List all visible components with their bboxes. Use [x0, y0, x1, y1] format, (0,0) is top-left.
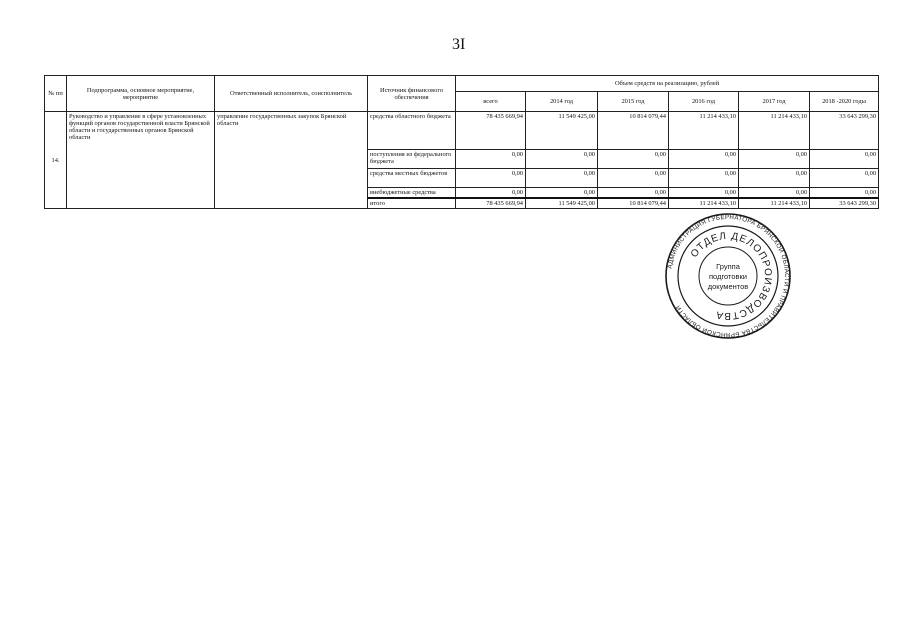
source-name: итого — [368, 198, 456, 209]
source-name: средства местных бюджетов — [368, 169, 456, 188]
cell-2014: 0,00 — [526, 150, 598, 169]
cell-2017: 0,00 — [739, 150, 810, 169]
cell-2016: 0,00 — [669, 169, 739, 188]
cell-2016: 0,00 — [669, 150, 739, 169]
cell-2018-2020: 33 643 299,30 — [810, 198, 879, 209]
header-executor: Ответственный исполнитель, соисполнитель — [215, 76, 368, 112]
row-program: Руководство и управление в сфере установленных функций органов государственной власти Брянской области и государственных органов Брянской области — [67, 112, 215, 209]
cell-2015: 0,00 — [598, 188, 669, 199]
header-2014: 2014 год — [526, 92, 598, 112]
seal-outer-text: АДМИНИСТРАЦИЯ ГУБЕРНАТОРА БРЯНСКОЙ ОБЛАСТИ И ПРАВИТЕЛЬСТВА БРЯНСКОЙ ОБЛАСТИ — [666, 213, 791, 339]
seal-center-line-2: подготовки — [709, 272, 747, 281]
cell-2017: 0,00 — [739, 188, 810, 199]
cell-total: 0,00 — [456, 169, 526, 188]
page-number: 3I — [452, 36, 466, 53]
cell-total: 0,00 — [456, 150, 526, 169]
row-number: 14. — [45, 112, 67, 209]
cell-2014: 0,00 — [526, 169, 598, 188]
header-num: № пп — [45, 76, 67, 112]
funding-table — [44, 75, 879, 209]
header-total: всего — [456, 92, 526, 112]
seal-center-line-1: Группа — [716, 262, 740, 271]
cell-2018-2020: 0,00 — [810, 188, 879, 199]
cell-2015: 10 814 079,44 — [598, 198, 669, 209]
cell-2017: 11 214 433,10 — [739, 112, 810, 150]
header-source: Источник финансового обеспечения — [368, 76, 456, 112]
header-amount-group: Объем средств на реализацию, рублей — [456, 76, 879, 92]
official-seal — [664, 212, 792, 340]
source-name: средства областного бюджета — [368, 112, 456, 150]
header-2016: 2016 год — [669, 92, 739, 112]
cell-2018-2020: 0,00 — [810, 169, 879, 188]
header-2015: 2015 год — [598, 92, 669, 112]
cell-2014: 11 549 425,00 — [526, 198, 598, 209]
cell-total: 78 435 669,94 — [456, 198, 526, 209]
source-name: поступления из федерального бюджета — [368, 150, 456, 169]
seal-inner-text: ОТДЕЛ ДЕЛОПРОИЗВОДСТВА — [688, 230, 774, 322]
cell-2018-2020: 0,00 — [810, 150, 879, 169]
cell-2014: 11 549 425,00 — [526, 112, 598, 150]
cell-total: 78 435 669,94 — [456, 112, 526, 150]
cell-2016: 11 214 433,10 — [669, 198, 739, 209]
cell-2018-2020: 33 643 299,30 — [810, 112, 879, 150]
table-row — [45, 112, 879, 150]
cell-2017: 0,00 — [739, 169, 810, 188]
source-name: внебюджетные средства — [368, 188, 456, 199]
cell-2015: 0,00 — [598, 169, 669, 188]
seal-center-line-3: документов — [707, 282, 749, 291]
cell-total: 0,00 — [456, 188, 526, 199]
cell-2016: 0,00 — [669, 188, 739, 199]
header-2018-2020: 2018 -2020 годы — [810, 92, 879, 112]
cell-2015: 10 814 079,44 — [598, 112, 669, 150]
cell-2014: 0,00 — [526, 188, 598, 199]
row-executor: управление государственных закупок Брянской области — [215, 112, 368, 209]
header-program: Подпрограмма, основное мероприятие, мероприятие — [67, 76, 215, 112]
header-2017: 2017 год — [739, 92, 810, 112]
cell-2015: 0,00 — [598, 150, 669, 169]
cell-2016: 11 214 433,10 — [669, 112, 739, 150]
cell-2017: 11 214 433,10 — [739, 198, 810, 209]
